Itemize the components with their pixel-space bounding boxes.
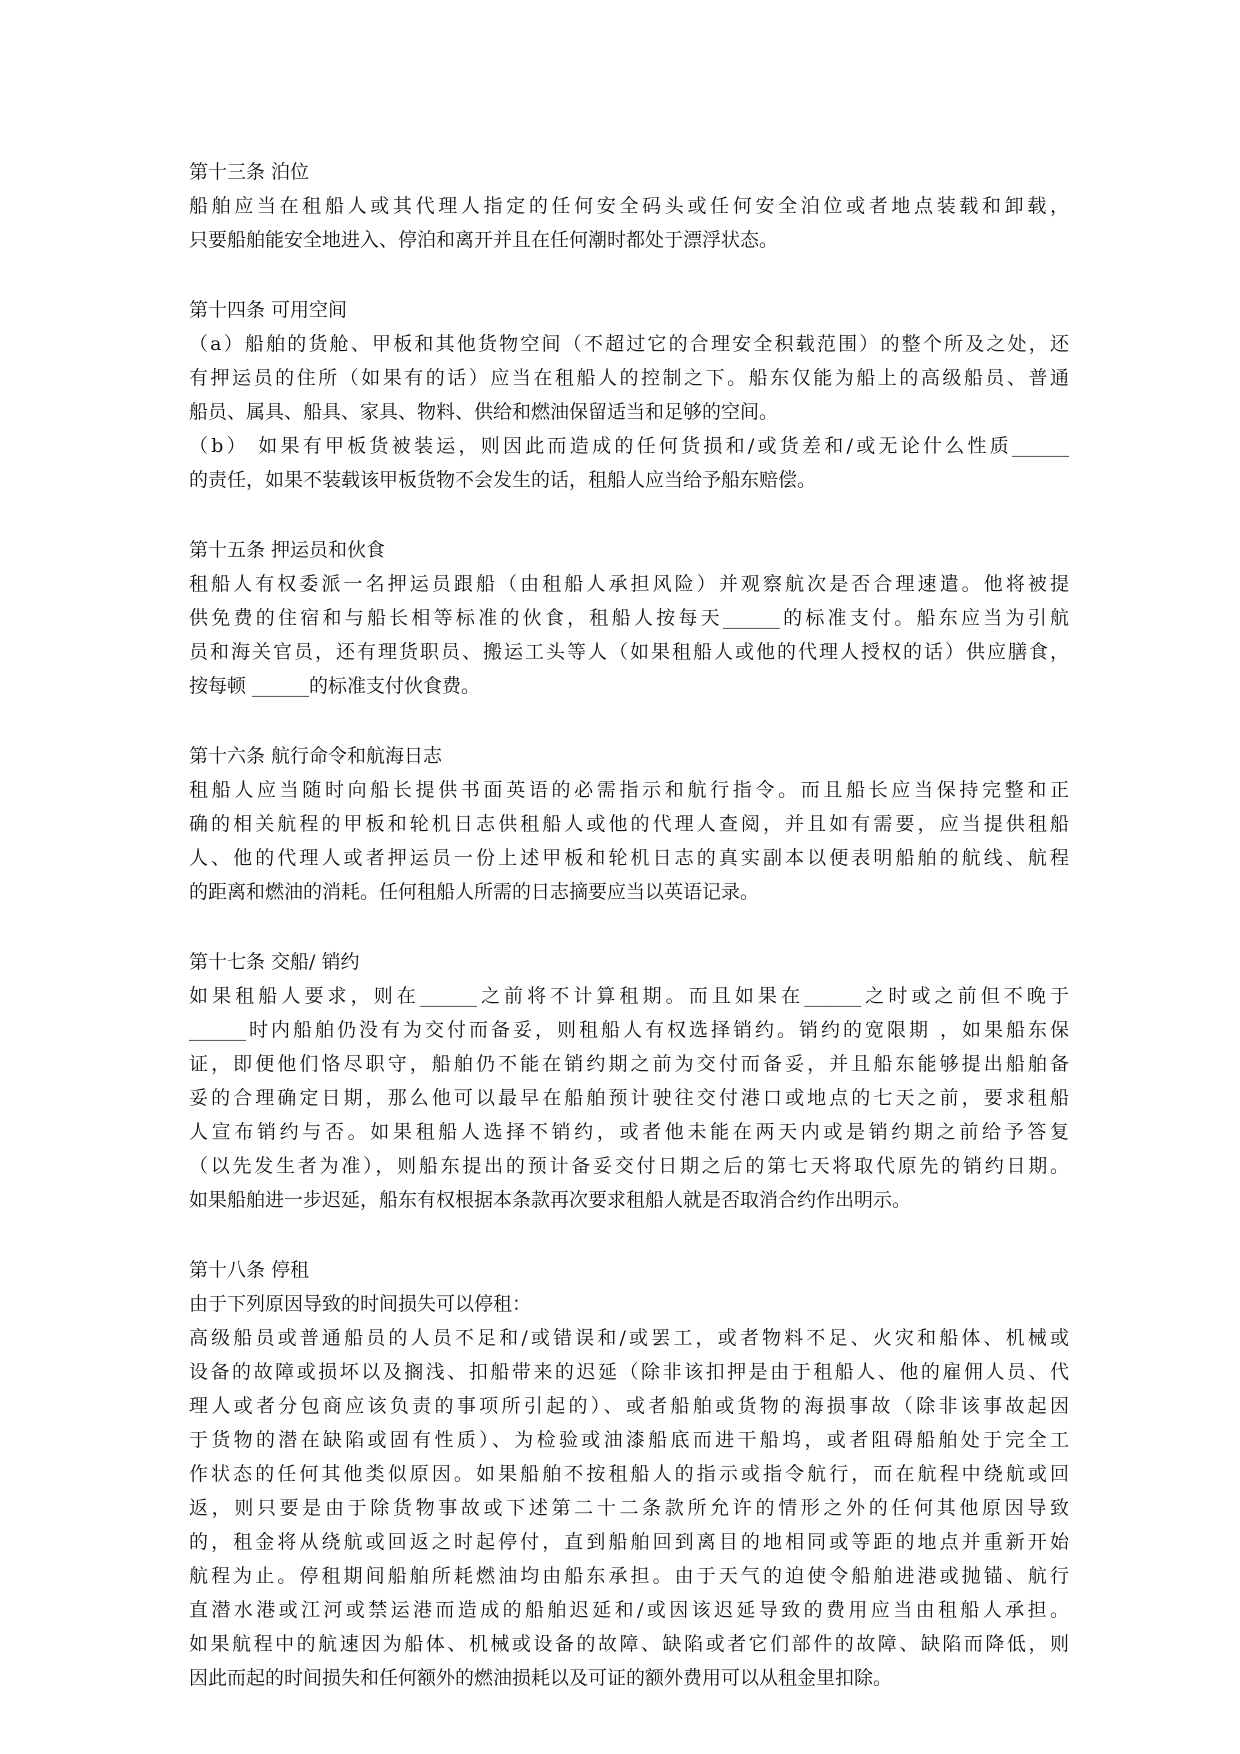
paragraph-line: 由于下列原因导致的时间损失可以停租：: [189, 1293, 532, 1315]
paragraph-line: 船员、属具、船具、家具、物料、供给和燃油保留适当和足够的空间。: [189, 401, 779, 423]
paragraph-line: （以先发生者为准），则船东提出的预计备妥交付日期之后的第七天将取代原先的销约日期。: [189, 1155, 1069, 1177]
paragraph-line: 的，租金将从绕航或回返之时起停付，直到船舶回到离目的地相同或等距的地点并重新开始: [189, 1531, 1069, 1553]
paragraph-line: 航程为止。停租期间船舶所耗燃油均由船东承担。由于天气的迫使令船舶进港或抛锚、航行: [189, 1565, 1069, 1587]
article-heading: 第十六条 航行命令和航海日志: [189, 745, 443, 767]
paragraph-line: 的责任，如果不装载该甲板货物不会发生的话，租船人应当给予船东赔偿。: [189, 469, 817, 491]
article-16-sailing-orders: [189, 739, 1069, 909]
paragraph-line: 供免费的住宿和与船长相等标准的伙食，租船人按每天______的标准支付。船东应当为引航: [189, 607, 1069, 629]
document-page: [189, 155, 1069, 1731]
paragraph-line: 因此而起的时间损失和任何额外的燃油损耗以及可证的额外费用可以从租金里扣除。: [189, 1667, 893, 1689]
paragraph-line: 有押运员的住所（如果有的话）应当在租船人的控制之下。船东仅能为船上的高级船员、普通: [189, 367, 1069, 389]
article-13-berth: [189, 155, 1069, 257]
paragraph-line: 按每顿 ______的标准支付伙食费。: [189, 675, 481, 697]
article-heading: 第十五条 押运员和伙食: [189, 539, 386, 561]
article-heading: 第十四条 可用空间: [189, 299, 348, 321]
paragraph-line: （a）船舶的货舱、甲板和其他货物空间（不超过它的合理安全积载范围）的整个所及之处，还: [189, 333, 1069, 355]
paragraph-line: 于货物的潜在缺陷或固有性质）、为检验或油漆船底而进干船坞，或者阻碍船舶处于完全工: [189, 1429, 1069, 1451]
paragraph-line: 租船人应当随时向船长提供书面英语的必需指示和航行指令。而且船长应当保持完整和正: [189, 779, 1069, 801]
paragraph-line: 如果航程中的航速因为船体、机械或设备的故障、缺陷或者它们部件的故障、缺陷而降低，则: [189, 1633, 1069, 1655]
paragraph-line: 高级船员或普通船员的人员不足和/或错误和/或罢工，或者物料不足、火灾和船体、机械或: [189, 1327, 1069, 1349]
article-14-space: [189, 293, 1069, 497]
paragraph-line: 返，则只要是由于除货物事故或下述第二十二条款所允许的情形之外的任何其他原因导致: [189, 1497, 1069, 1519]
paragraph-line: 如果租船人要求，则在______之前将不计算租期。而且如果在______之时或之前但不晚于: [189, 985, 1069, 1007]
paragraph-line: 作状态的任何其他类似原因。如果船舶不按租船人的指示或指令航行，而在航程中绕航或回: [189, 1463, 1069, 1485]
article-heading: 第十三条 泊位: [189, 161, 310, 183]
paragraph-line: 员和海关官员，还有理货职员、搬运工头等人（如果租船人或他的代理人授权的话）供应膳食，: [189, 641, 1069, 663]
article-17-delivery-cancelling: [189, 945, 1069, 1217]
paragraph-line: 人、他的代理人或者押运员一份上述甲板和轮机日志的真实副本以便表明船舶的航线、航程: [189, 847, 1069, 869]
paragraph-line: 只要船舶能安全地进入、停泊和离开并且在任何潮时都处于漂浮状态。: [189, 229, 779, 251]
paragraph-line: 妥的合理确定日期，那么他可以最早在船舶预计驶往交付港口或地点的七天之前，要求租船: [189, 1087, 1069, 1109]
paragraph-line: 理人或者分包商应该负责的事项所引起的）、或者船舶或货物的海损事故（除非该事故起因: [189, 1395, 1069, 1417]
paragraph-line: 人宣布销约与否。如果租船人选择不销约，或者他未能在两天内或是销约期之前给予答复: [189, 1121, 1069, 1143]
paragraph-line: 船舶应当在租船人或其代理人指定的任何安全码头或任何安全泊位或者地点装载和卸载，: [189, 195, 1069, 217]
paragraph-line: 确的相关航程的甲板和轮机日志供租船人或他的代理人查阅，并且如有需要，应当提供租船: [189, 813, 1069, 835]
paragraph-line: 租船人有权委派一名押运员跟船（由租船人承担风险）并观察航次是否合理速遣。他将被提: [189, 573, 1069, 595]
paragraph-line: 如果船舶进一步迟延，船东有权根据本条款再次要求租船人就是否取消合约作出明示。: [189, 1189, 912, 1211]
paragraph-line: 证，即便他们恪尽职守，船舶仍不能在销约期之前为交付而备妥，并且船东能够提出船舶备: [189, 1053, 1069, 1075]
article-15-supercargo: [189, 533, 1069, 703]
paragraph-line: 设备的故障或损坏以及搁浅、扣船带来的迟延（除非该扣押是由于租船人、他的雇佣人员、代: [189, 1361, 1069, 1383]
article-heading: 第十七条 交船/ 销约: [189, 951, 360, 973]
article-heading: 第十八条 停租: [189, 1259, 310, 1281]
paragraph-line: （b） 如果有甲板货被装运，则因此而造成的任何货损和/或货差和/或无论什么性质______: [189, 435, 1069, 457]
paragraph-line: 直潜水港或江河或禁运港而造成的船舶迟延和/或因该迟延导致的费用应当由租船人承担。: [189, 1599, 1069, 1621]
article-18-off-hire: [189, 1253, 1069, 1695]
paragraph-line: ______时内船舶仍没有为交付而备妥，则租船人有权选择销约。销约的宽限期 ，如果船东保: [189, 1019, 1069, 1041]
paragraph-line: 的距离和燃油的消耗。任何租船人所需的日志摘要应当以英语记录。: [189, 881, 760, 903]
